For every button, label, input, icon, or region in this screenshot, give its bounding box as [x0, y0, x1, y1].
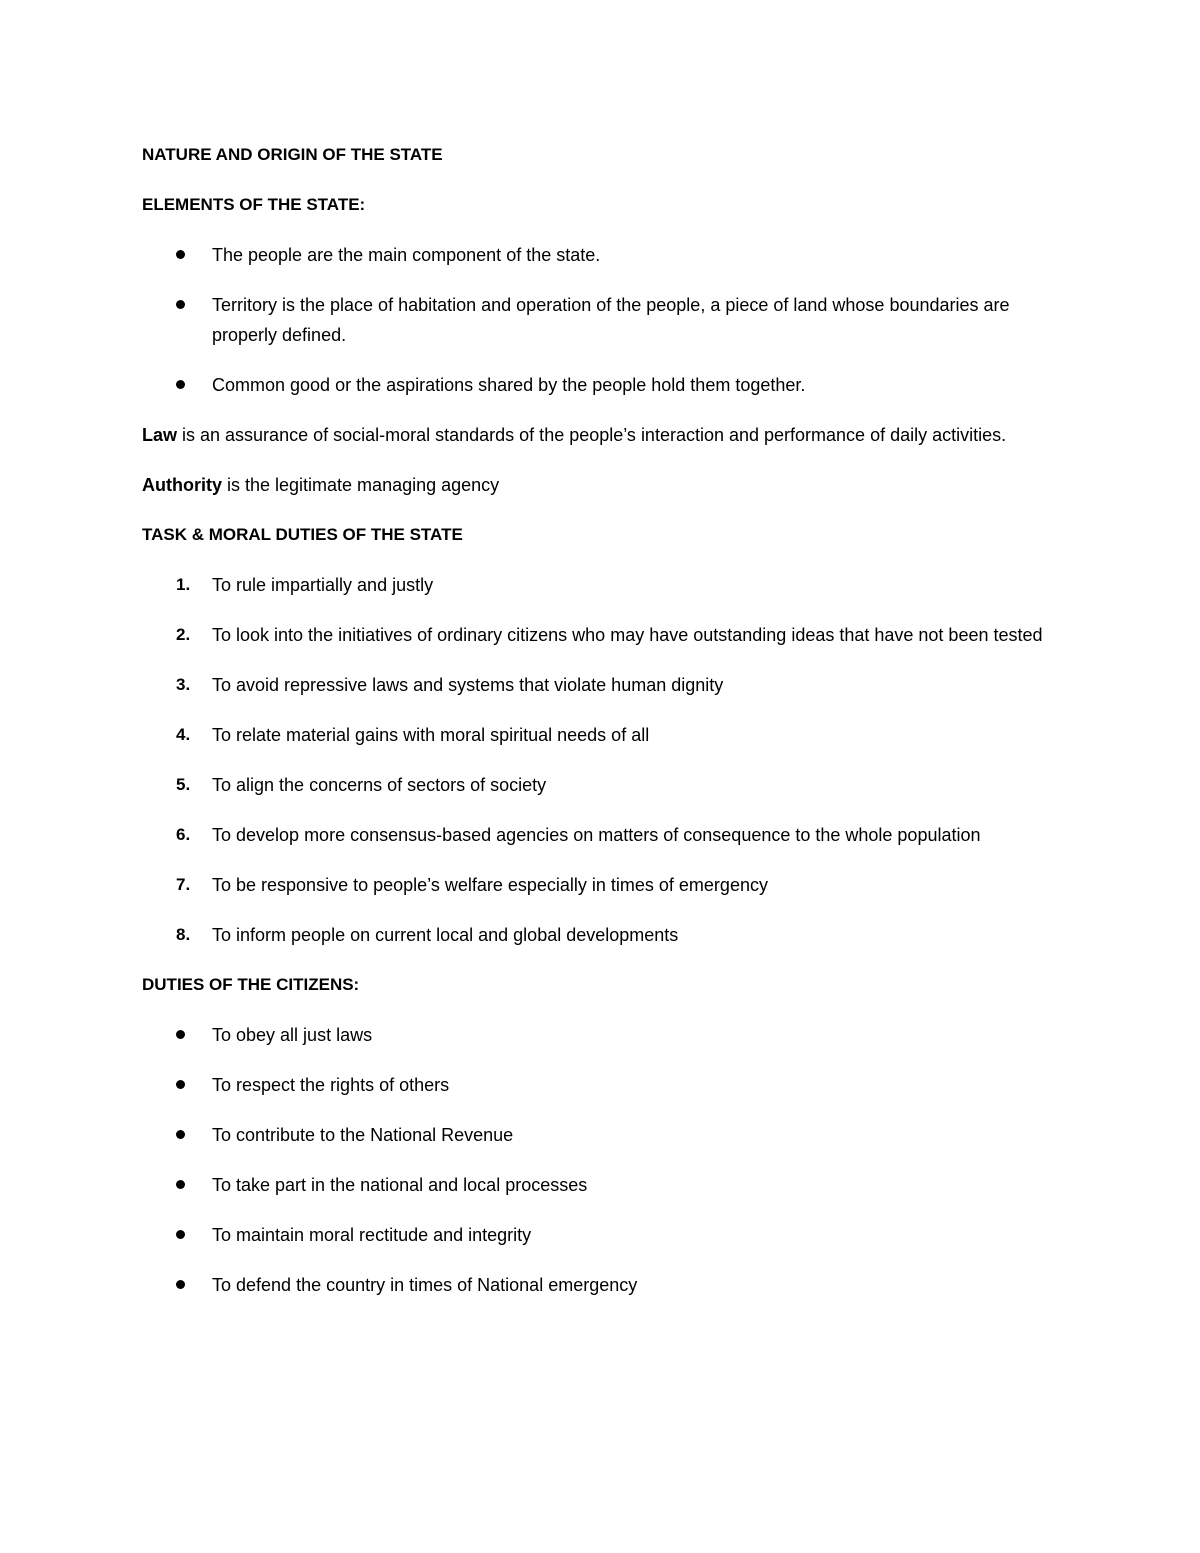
list-item: [142, 770, 1062, 800]
list-item-text: To align the concerns of sectors of society: [212, 775, 547, 795]
list-item-text: To develop more consensus-based agencies on matters of consequence to the whole population: [212, 825, 981, 845]
list-number: 6.: [176, 825, 191, 844]
bullet-icon: [176, 380, 185, 389]
document-title: NATURE AND ORIGIN OF THE STATE: [142, 145, 443, 164]
law-term: Law: [142, 425, 178, 445]
list-number: 5.: [176, 775, 191, 794]
authority-paragraph: [142, 470, 1062, 500]
law-paragraph: [142, 420, 1062, 450]
list-item: [142, 1270, 1062, 1300]
list-item-text: To maintain moral rectitude and integrity: [212, 1225, 532, 1245]
authority-text: is the legitimate managing agency: [222, 475, 500, 495]
list-number: 2.: [176, 625, 191, 644]
citizens-list: [142, 1020, 1062, 1300]
list-item-text: To respect the rights of others: [212, 1075, 450, 1095]
list-item-text: To relate material gains with moral spiritual needs of all: [212, 725, 650, 745]
elements-heading: ELEMENTS OF THE STATE:: [142, 195, 366, 214]
list-item-text: To look into the initiatives of ordinary citizens who may have outstanding ideas that have not been tested: [212, 625, 1043, 645]
list-item-text: To be responsive to people’s welfare especially in times of emergency: [212, 875, 768, 895]
list-item: [142, 670, 1062, 700]
list-item-text: To inform people on current local and global developments: [212, 925, 679, 945]
list-item: [142, 1220, 1062, 1250]
elements-list: [142, 240, 1062, 400]
list-item: [142, 820, 1062, 850]
list-item-text: To defend the country in times of National emergency: [212, 1275, 638, 1295]
list-item-text: Territory is the place of habitation and operation of the people, a piece of land whose boundaries are properly defined.: [212, 295, 1010, 345]
list-item-text: To take part in the national and local processes: [212, 1175, 588, 1195]
bullet-icon: [176, 1230, 185, 1239]
list-item-text: To avoid repressive laws and systems that violate human dignity: [212, 675, 724, 695]
list-item: [142, 1070, 1062, 1100]
list-item: [142, 1170, 1062, 1200]
list-item: [142, 570, 1062, 600]
list-item: [142, 620, 1062, 650]
list-item: [142, 870, 1062, 900]
list-item: [142, 240, 1062, 270]
bullet-icon: [176, 1130, 185, 1139]
list-item-text: Common good or the aspirations shared by the people hold them together.: [212, 375, 806, 395]
bullet-icon: [176, 1280, 185, 1289]
list-item-text: To rule impartially and justly: [212, 575, 434, 595]
list-number: 4.: [176, 725, 191, 744]
document-page: [142, 140, 1062, 1320]
list-item: [142, 1120, 1062, 1150]
list-number: 7.: [176, 875, 191, 894]
authority-term: Authority: [142, 475, 222, 495]
bullet-icon: [176, 1030, 185, 1039]
bullet-icon: [176, 250, 185, 259]
list-number: 1.: [176, 575, 191, 594]
citizens-heading: DUTIES OF THE CITIZENS:: [142, 975, 360, 994]
bullet-icon: [176, 1080, 185, 1089]
bullet-icon: [176, 1180, 185, 1189]
law-text: is an assurance of social-moral standards of the people’s interaction and performance of daily activities.: [177, 425, 1007, 445]
list-item-text: To obey all just laws: [212, 1025, 373, 1045]
bullet-icon: [176, 300, 185, 309]
tasks-heading: TASK & MORAL DUTIES OF THE STATE: [142, 525, 463, 544]
list-item: [142, 1020, 1062, 1050]
list-item: [142, 920, 1062, 950]
list-item-text: The people are the main component of the state.: [212, 245, 601, 265]
list-number: 3.: [176, 675, 191, 694]
tasks-list: [142, 570, 1062, 950]
list-number: 8.: [176, 925, 191, 944]
list-item: [142, 290, 1062, 350]
list-item: [142, 720, 1062, 750]
list-item-text: To contribute to the National Revenue: [212, 1125, 514, 1145]
list-item: [142, 370, 1062, 400]
